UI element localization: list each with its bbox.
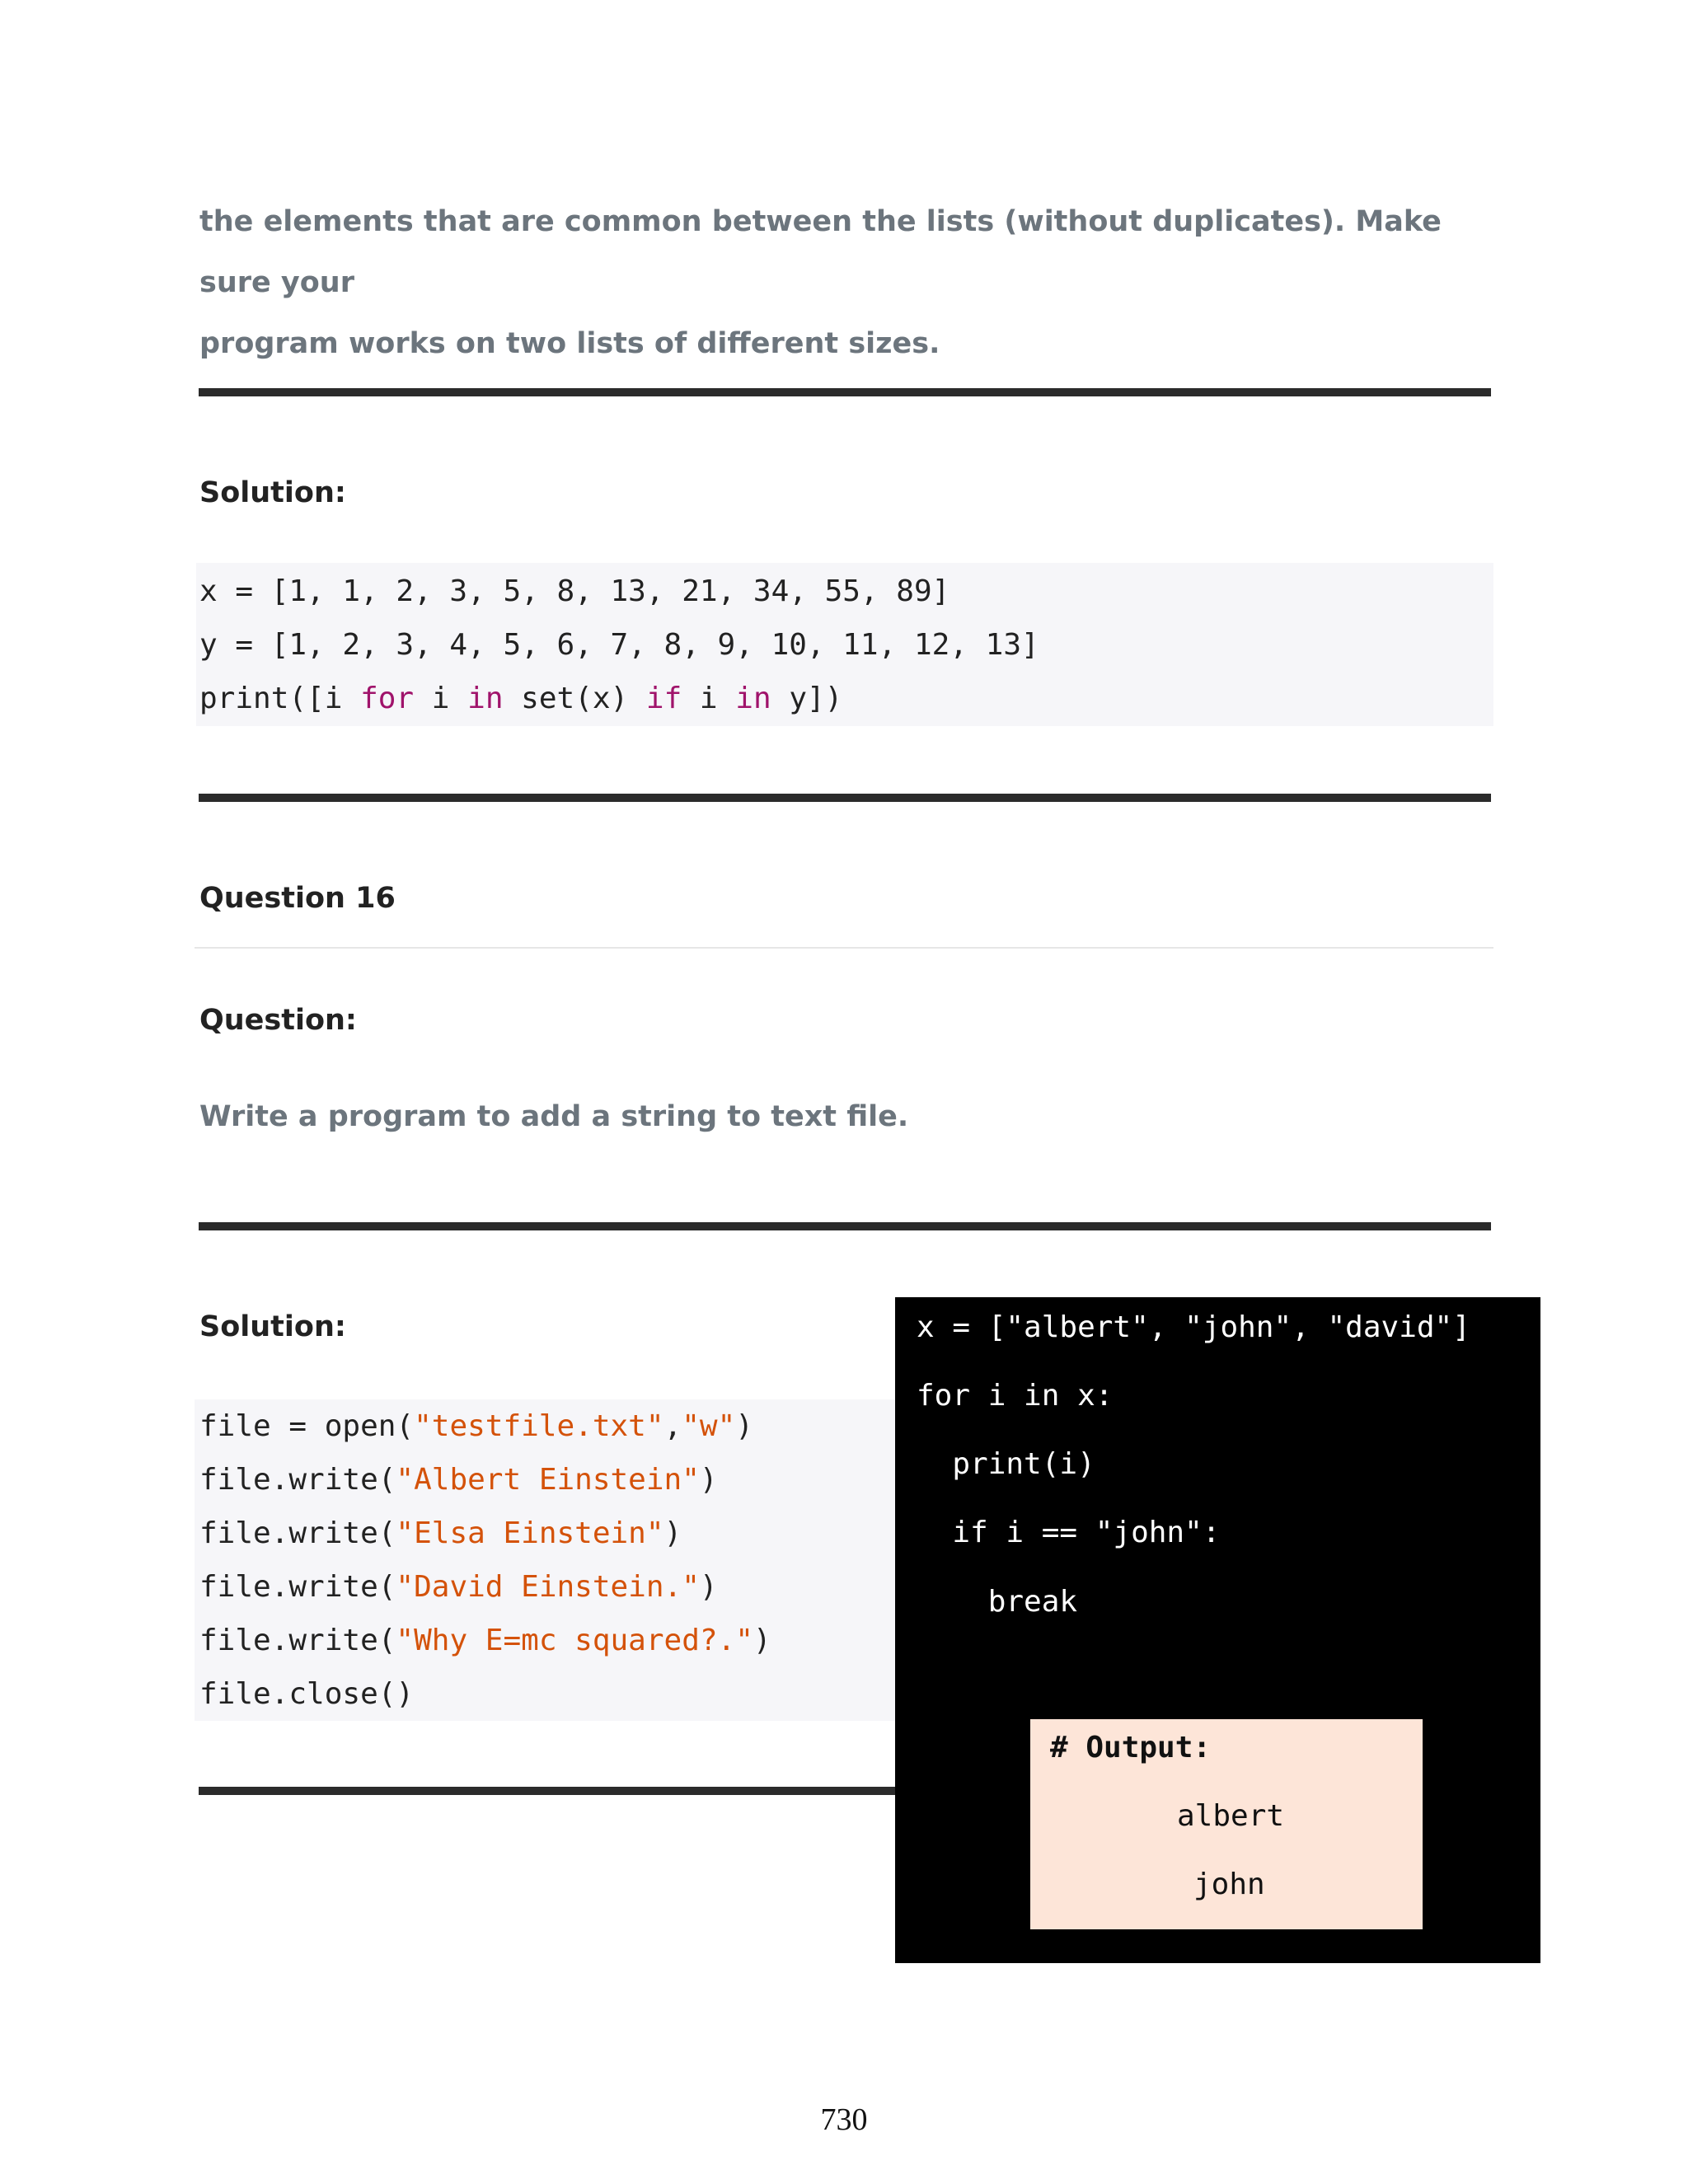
intro-line-1: the elements that are common between the lists (without duplicates). Make sure your (199, 205, 1442, 299)
keyword-token: for (360, 682, 415, 715)
string-token: "David Einstein." (396, 1570, 700, 1604)
code-token: set(x) (503, 682, 646, 715)
section-divider (199, 794, 1491, 802)
code-block-common-elements (196, 563, 1493, 726)
output-label: # Output: (1050, 1731, 1212, 1765)
code-line (196, 672, 1493, 725)
solution-heading: Solution: (199, 1310, 346, 1343)
code-token: file.write( (199, 1463, 396, 1497)
code-token: ) (699, 1463, 718, 1497)
code-block-file-write (195, 1399, 895, 1721)
code-token: i (414, 682, 468, 715)
code-token: file.write( (199, 1570, 396, 1604)
code-line: y = [1, 2, 3, 4, 5, 6, 7, 8, 9, 10, 11, 12, 13] (199, 628, 1039, 662)
code-line (195, 1614, 895, 1667)
string-token: "Why E=mc squared?." (396, 1624, 753, 1657)
code-token: y]) (771, 682, 843, 715)
code-line (195, 1560, 895, 1614)
string-token: "Elsa Einstein" (396, 1516, 664, 1550)
page-number: 730 (820, 2102, 868, 2137)
code-line (195, 1507, 895, 1560)
string-token: "Albert Einstein" (396, 1463, 700, 1497)
title-underline (195, 947, 1493, 949)
output-value: john (1193, 1868, 1265, 1901)
output-box (1030, 1719, 1423, 1929)
code-token: file.write( (199, 1516, 396, 1550)
code-token: file.write( (199, 1624, 396, 1657)
keyword-token: in (467, 682, 504, 715)
code-token: ) (735, 1409, 753, 1443)
solution-heading: Solution: (199, 476, 346, 509)
overlay-code-line: x = ["albert", "john", "david"] (917, 1310, 1470, 1344)
code-token: ) (753, 1624, 771, 1657)
question-title: Question 16 (199, 882, 396, 915)
keyword-token: if (645, 682, 682, 715)
question-heading: Question: (199, 1004, 357, 1037)
section-divider (199, 1787, 899, 1795)
code-line: x = [1, 1, 2, 3, 5, 8, 13, 21, 34, 55, 89] (199, 574, 950, 608)
overlay-code-panel (895, 1297, 1540, 1963)
code-line (195, 1453, 895, 1507)
code-token: ) (699, 1570, 718, 1604)
string-token: "w" (682, 1409, 736, 1443)
code-line (195, 1399, 895, 1453)
intro-paragraph (199, 191, 1502, 374)
code-token: file = open( (199, 1409, 415, 1443)
string-token: "testfile.txt" (414, 1409, 664, 1443)
section-divider (199, 388, 1491, 396)
code-token: , (663, 1409, 682, 1443)
section-divider (199, 1222, 1491, 1230)
code-token: i (682, 682, 736, 715)
code-token: print([i (199, 682, 361, 715)
code-token: ) (663, 1516, 682, 1550)
keyword-token: in (735, 682, 771, 715)
output-value: albert (1177, 1799, 1285, 1833)
overlay-code-line: if i == "john": (917, 1516, 1221, 1549)
question-text: Write a program to add a string to text file. (199, 1100, 909, 1133)
overlay-code-line: for i in x: (917, 1379, 1114, 1413)
overlay-code-line: print(i) (917, 1447, 1095, 1481)
intro-line-2: program works on two lists of different sizes. (199, 327, 940, 360)
code-line: file.close() (199, 1677, 415, 1711)
overlay-code-line: break (917, 1585, 1078, 1619)
